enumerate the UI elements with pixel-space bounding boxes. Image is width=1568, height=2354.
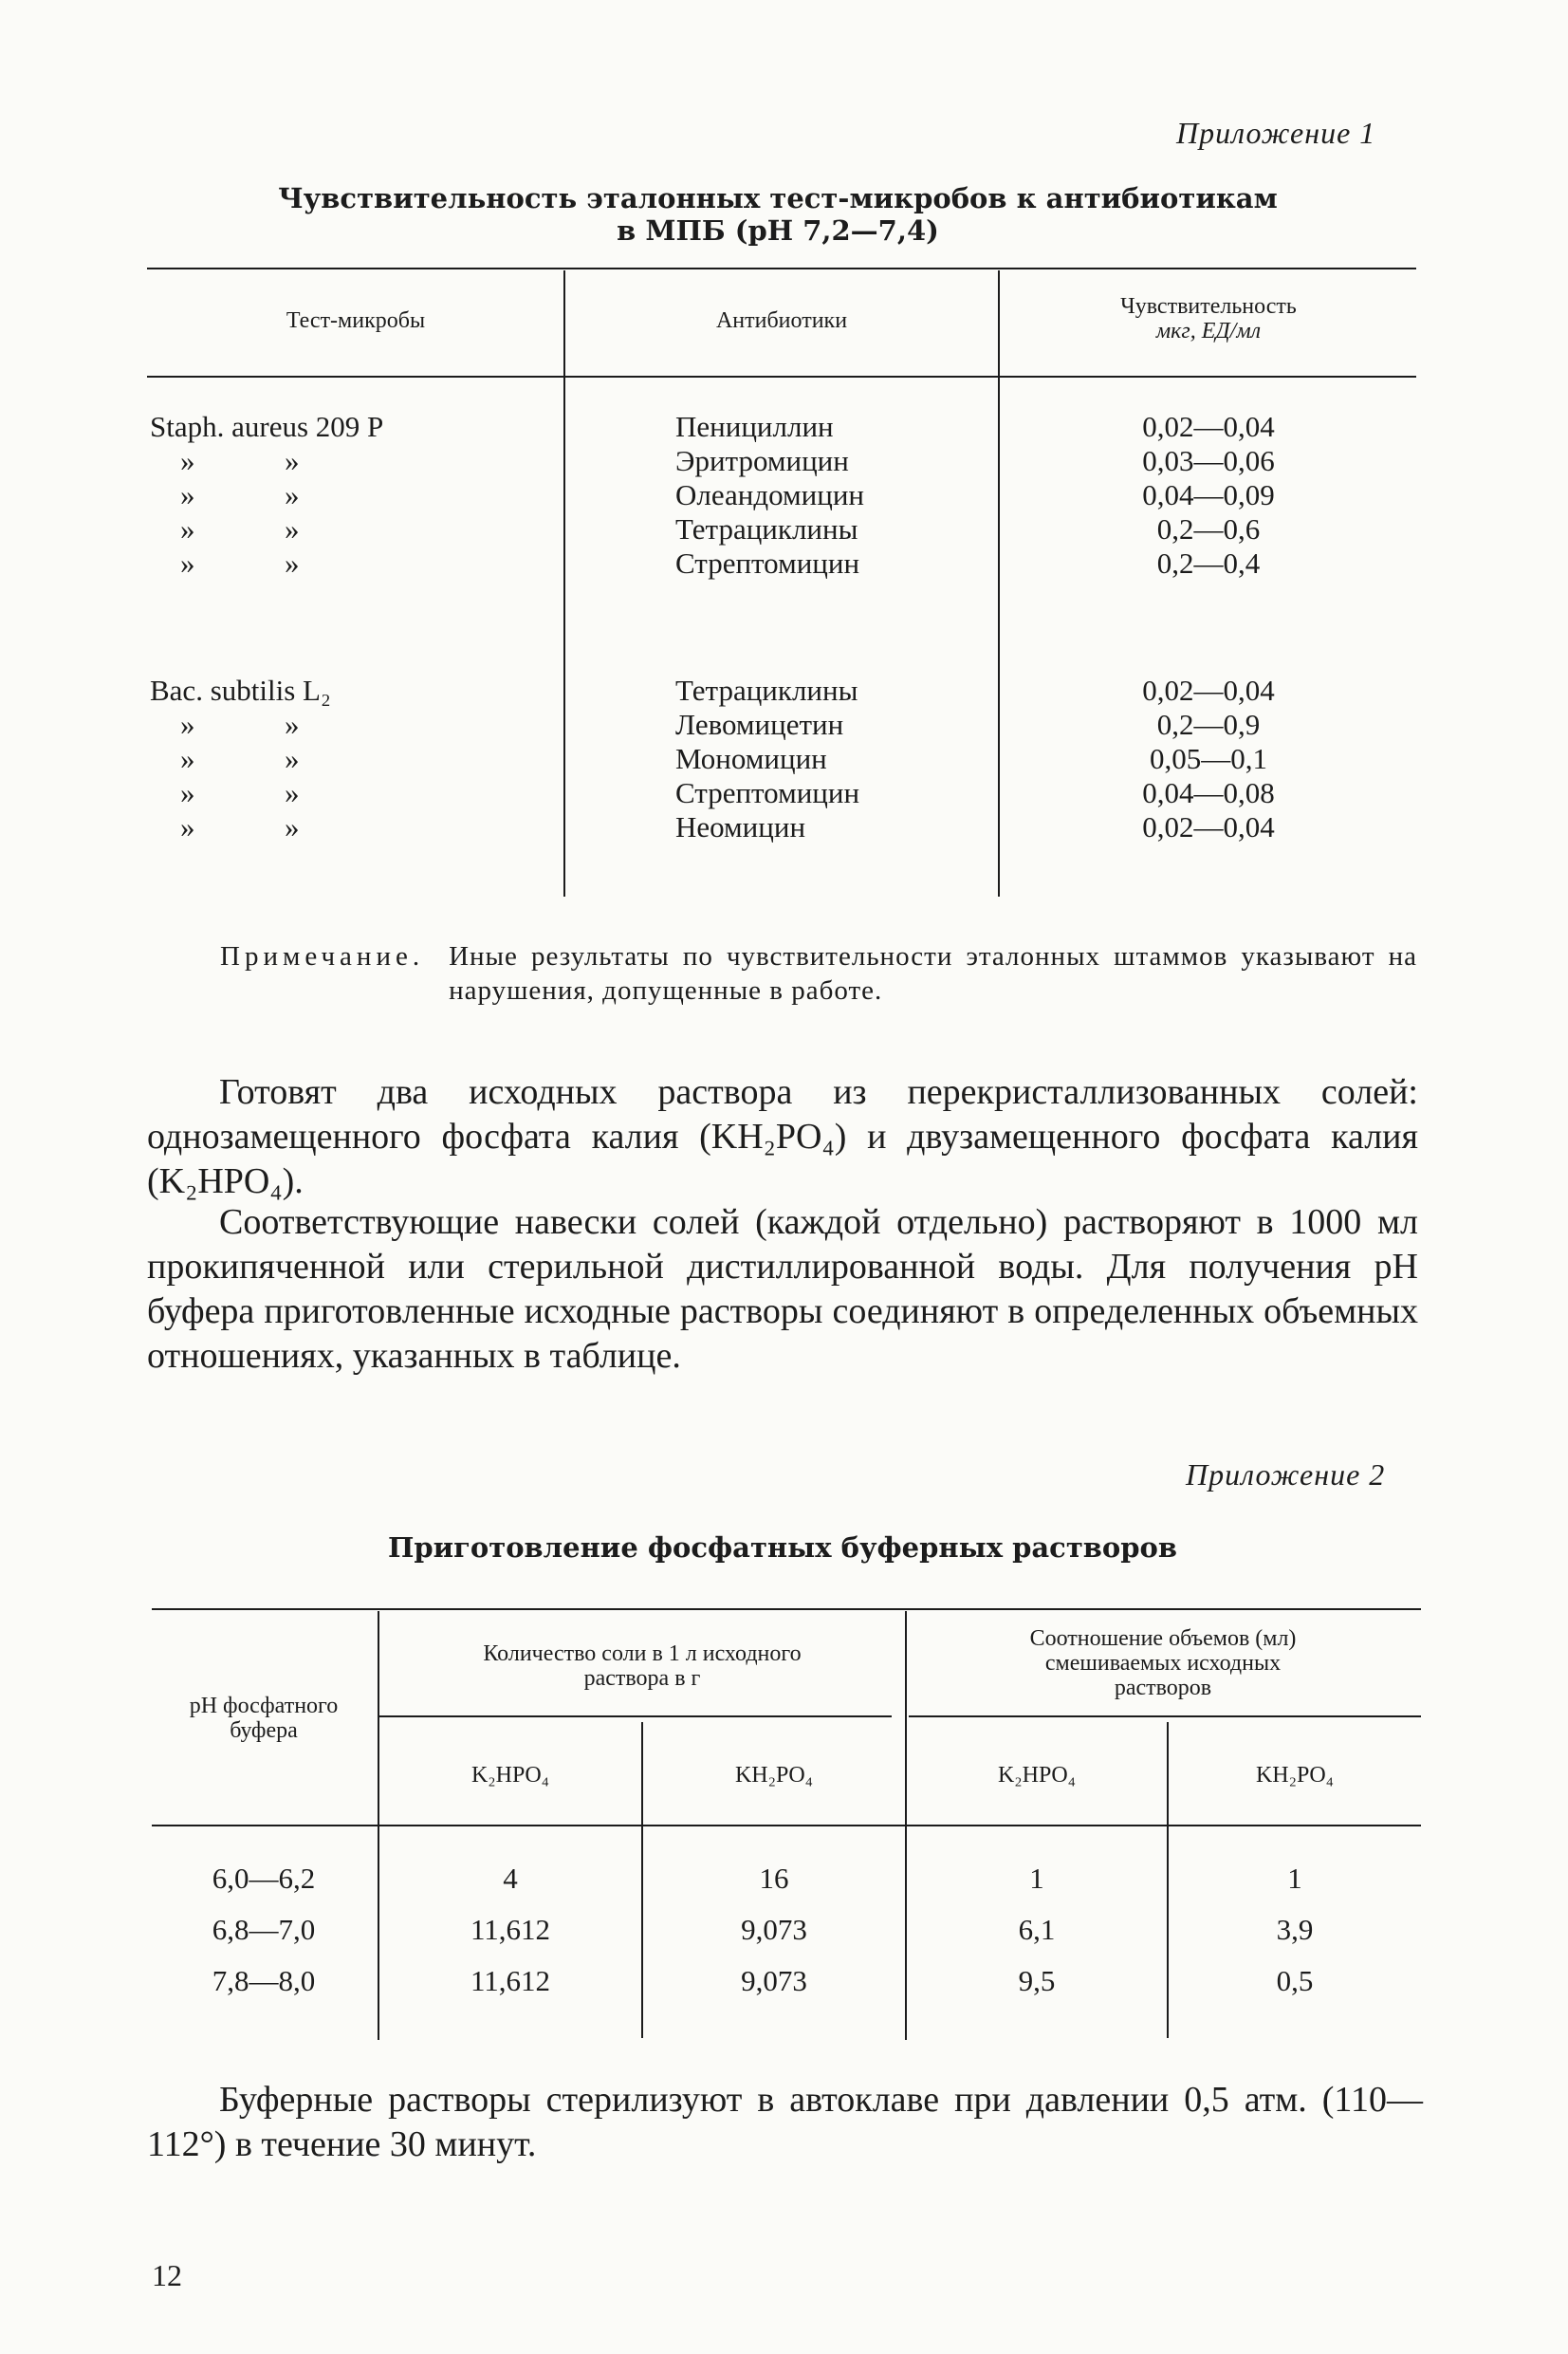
- table2-header-ratio-line1: Соотношение объемов (мл): [1029, 1626, 1297, 1651]
- table2-header-ph-line2: буфера: [230, 1718, 298, 1743]
- table1-ditto-row: » »: [180, 776, 300, 809]
- table2-header-ph-line1: рН фосфатного: [189, 1694, 339, 1718]
- table1-sensitivity-value: 0,04—0,09: [1142, 478, 1275, 511]
- table2-header-amount-line1: Количество соли в 1 л исходного: [483, 1641, 802, 1666]
- table1-group2-microbe: Bac. subtilis L₂: [150, 674, 331, 707]
- table1-sensitivity-value: 0,2—0,9: [1156, 708, 1261, 741]
- table2-cell-amount-kh2po4: 9,073: [741, 1964, 807, 1997]
- table1-group1-sensitivity: [1000, 410, 1417, 581]
- table2-top-rule: [152, 1608, 1421, 1610]
- table1-ditto-row: » »: [180, 444, 300, 477]
- table-row: [152, 1913, 1421, 1964]
- table1-group1-microbes: [150, 410, 558, 581]
- table2-cell-ph: 6,8—7,0: [212, 1913, 316, 1946]
- table2-cell-ph: 6,0—6,2: [212, 1862, 316, 1895]
- table2-cell-ratio-kh2po4: 1: [1287, 1862, 1302, 1895]
- table2-subheader-ratio-k2hpo4: K₂HPO₄: [997, 1763, 1077, 1788]
- paragraph-1: Готовят два исходных раствора из перекристаллизованных солей: однозамещенного фосфата калия (KH₂PO₄) и двузамещенного фосфата калия (K₂HPO₄).: [147, 1072, 1418, 1201]
- table2-subheader-amount-k2hpo4: K₂HPO₄: [470, 1763, 550, 1788]
- note-label: Примечание.: [220, 941, 425, 972]
- table2-header-ratio-line2: смешиваемых исходных: [1044, 1651, 1282, 1676]
- table1-antibiotic: Стрептомицин: [675, 547, 860, 580]
- table2-cell-ph: 7,8—8,0: [212, 1964, 316, 1997]
- table2-header-ph: [152, 1694, 376, 1743]
- table2-subheader-amount-kh2po4: KH₂PO₄: [734, 1763, 814, 1788]
- table2-cell-ratio-k2hpo4: 1: [1029, 1862, 1044, 1895]
- table1-ditto-row: » »: [180, 742, 300, 775]
- table1-sensitivity-value: 0,02—0,04: [1142, 410, 1275, 443]
- table1-group1-microbe: Staph. aureus 209 P: [150, 410, 384, 443]
- table1-sensitivity-value: 0,2—0,4: [1156, 547, 1261, 580]
- table2-cell-amount-k2hpo4: 11,612: [470, 1964, 551, 1997]
- table1-header-sensitivity-line2: мкг, ЕД/мл: [1155, 319, 1262, 343]
- table2-cell-ratio-kh2po4: 3,9: [1276, 1913, 1314, 1946]
- page-number: 12: [152, 2258, 182, 2292]
- table2-header-amount: [379, 1641, 905, 1691]
- table1-antibiotic: Мономицин: [675, 742, 827, 775]
- table1-sensitivity-value: 0,02—0,04: [1142, 674, 1275, 707]
- table2-header-ratio-line3: растворов: [1114, 1676, 1212, 1700]
- table1-header-sensitivity-line1: Чувствительность: [1120, 294, 1297, 319]
- table1-group2-antibiotics: [675, 674, 988, 844]
- table2-cell-amount-kh2po4: 9,073: [741, 1913, 807, 1946]
- table1-antibiotic: Неомицин: [675, 810, 806, 843]
- table1-sensitivity-value: 0,04—0,08: [1142, 776, 1275, 809]
- table2-cell-ratio-k2hpo4: 6,1: [1018, 1913, 1056, 1946]
- table2-cell-ratio-k2hpo4: 9,5: [1018, 1964, 1056, 1997]
- appendix-1-label: Приложение 1: [1176, 116, 1376, 150]
- table2-title: Приготовление фосфатных буферных растворов: [387, 1531, 1178, 1564]
- table1-header-rule: [147, 376, 1416, 378]
- table1-title-line1: Чувствительность эталонных тест-микробов к антибиотикам: [278, 182, 1278, 214]
- table2-subheader-ratio-kh2po4: KH₂PO₄: [1255, 1763, 1335, 1788]
- table1-antibiotic: Эритромицин: [675, 444, 849, 477]
- appendix-2-label: Приложение 2: [1186, 1457, 1386, 1492]
- table2-cell-ratio-kh2po4: 0,5: [1276, 1964, 1314, 1997]
- table2-header-amount-line2: раствора в г: [583, 1666, 701, 1691]
- table2-header-rule: [152, 1825, 1421, 1826]
- table1-antibiotic: Левомицетин: [675, 708, 844, 741]
- table1-header-microbes: Тест-микробы: [286, 308, 426, 333]
- table2-amount-subrule: [379, 1715, 892, 1717]
- table1-top-rule: [147, 268, 1416, 269]
- table1-sensitivity-value: 0,05—0,1: [1150, 742, 1267, 775]
- table-row: [152, 1862, 1421, 1913]
- table2-ratio-subrule: [909, 1715, 1421, 1717]
- paragraph-3: Буферные растворы стерилизуют в автоклаве при давлении 0,5 атм. (110—112°) в течение 30 минут.: [147, 2080, 1423, 2164]
- table1-antibiotic: Пенициллин: [675, 410, 834, 443]
- table1-header-antibiotics: Антибиотики: [715, 308, 848, 333]
- table1-group1-antibiotics: [675, 410, 988, 581]
- table1-note: [220, 939, 1417, 1008]
- table1-antibiotic: Тетрациклины: [675, 674, 858, 707]
- table1-ditto-row: » »: [180, 512, 300, 546]
- table1-ditto-row: » »: [180, 478, 300, 511]
- table1-group2-sensitivity: [1000, 674, 1417, 844]
- table1-ditto-row: » »: [180, 708, 300, 741]
- table1-sensitivity-value: 0,02—0,04: [1142, 810, 1275, 843]
- table1-title-line2: в МПБ (рН 7,2—7,4): [617, 214, 939, 247]
- table1-divider-1b: [563, 645, 565, 892]
- table2-body: [152, 1862, 1421, 2015]
- table2-cell-amount-k2hpo4: 11,612: [470, 1913, 551, 1946]
- table1-antibiotic: Тетрациклины: [675, 512, 858, 546]
- table1-header-sensitivity: [1000, 294, 1417, 343]
- table1-sensitivity-value: 0,2—0,6: [1156, 512, 1261, 546]
- table1-antibiotic: Олеандомицин: [675, 478, 865, 511]
- note-text: Иные результаты по чувствительности эталонных штаммов указывают на нарушения, допущенные в работе.: [449, 941, 1417, 1006]
- table1-ditto-row: » »: [180, 547, 300, 580]
- table-row: [152, 1964, 1421, 2015]
- table2-header-ratio: [907, 1626, 1419, 1700]
- paragraph-2: Соответствующие навески солей (каждой отдельно) растворяют в 1000 мл прокипяченной или стерильной дистиллированной воды. Для получения рН буфера приготовленные исходные растворы соединяют в определенных объемных отношениях, указанных в таблице.: [147, 1202, 1418, 1376]
- table2-cell-amount-kh2po4: 16: [759, 1862, 789, 1895]
- table1-title: [142, 182, 1413, 247]
- table1-antibiotic: Стрептомицин: [675, 776, 860, 809]
- table1-sensitivity-value: 0,03—0,06: [1142, 444, 1275, 477]
- table2-cell-amount-k2hpo4: 4: [503, 1862, 518, 1895]
- table1-ditto-row: » »: [180, 810, 300, 843]
- table1-group2-microbes: [150, 674, 558, 844]
